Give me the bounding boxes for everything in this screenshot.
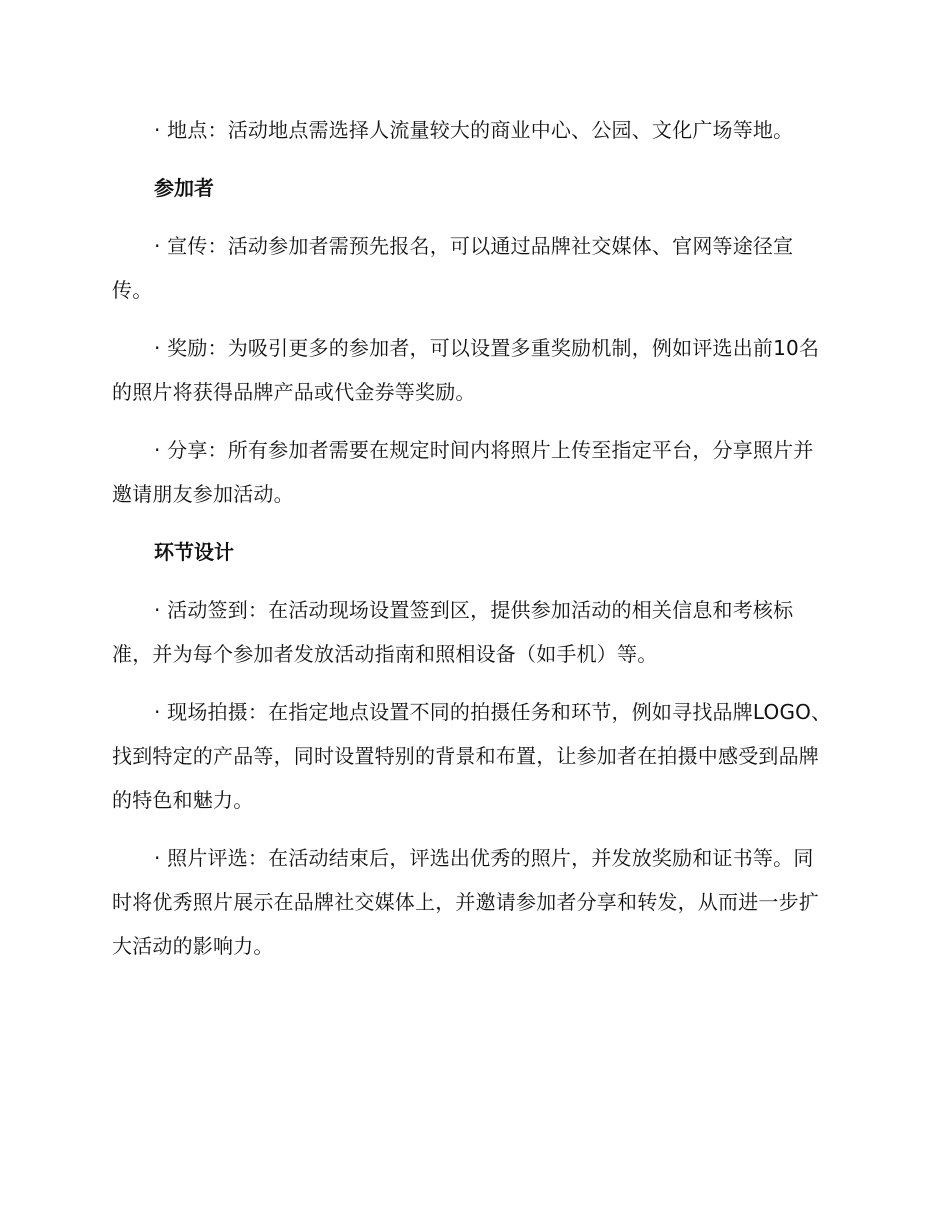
heading-participants: 参加者 xyxy=(154,176,214,200)
paragraph-rewards: · 奖励：为吸引更多的参加者，可以设置多重奖励机制，例如评选出前10名的照片将获得品牌产品或代金券等奖励。 xyxy=(112,336,820,404)
paragraph-check-in: · 活动签到：在活动现场设置签到区，提供参加活动的相关信息和考核标准，并为每个参加者发放活动指南和照相设备（如手机）等。 xyxy=(112,598,794,666)
heading-session-design: 环节设计 xyxy=(154,540,234,564)
paragraph-photo-selection: · 照片评选：在活动结束后，评选出优秀的照片，并发放奖励和证书等。同时将优秀照片展示在品牌社交媒体上，并邀请参加者分享和转发，从而进一步扩大活动的影响力。 xyxy=(112,846,819,958)
paragraph-on-site-shooting: · 现场拍摄：在指定地点设置不同的拍摄任务和环节，例如寻找品牌LOGO、找到特定的产品等，同时设置特别的背景和布置，让参加者在拍摄中感受到品牌的特色和魅力。 xyxy=(112,700,832,812)
paragraph-location: · 地点：活动地点需选择人流量较大的商业中心、公园、文化广场等地。 xyxy=(154,118,794,142)
paragraph-sharing: · 分享：所有参加者需要在规定时间内将照片上传至指定平台，分享照片并邀请朋友参加活动。 xyxy=(112,438,814,506)
document-page xyxy=(112,108,832,982)
paragraph-promotion: · 宣传：活动参加者需预先报名，可以通过品牌社交媒体、官网等途径宣传。 xyxy=(112,234,794,302)
